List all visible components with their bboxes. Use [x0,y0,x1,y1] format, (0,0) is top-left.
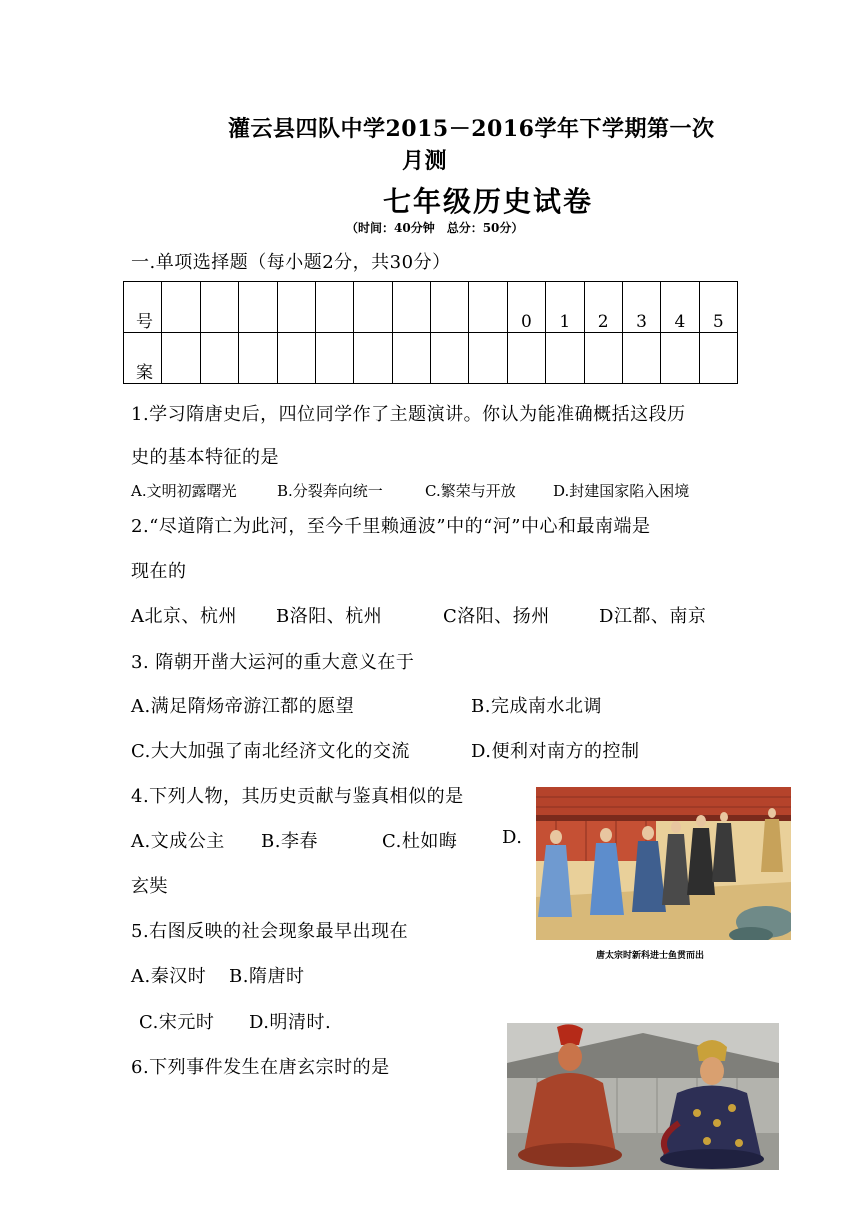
table-cell: 0 [507,282,545,333]
q2-option-d: D江都、南京 [599,606,707,627]
answer-table [123,281,738,384]
table-cell [200,282,238,333]
title-line-1: 灌云县四队中学2015－2016学年下学期第一次 [228,116,715,142]
q4-option-d-text: 玄奘 [131,876,168,897]
q5-option-d: D.明清时. [249,1012,332,1033]
answer-cell[interactable] [200,333,238,384]
answer-cell[interactable] [277,333,315,384]
figure-1-caption: 唐太宗时新科进士鱼贯而出 [596,951,705,961]
exam-info: （时间：40分钟 总分：50分） [346,221,524,235]
table-cell: 2 [584,282,622,333]
photo-seated-statues-image [507,1023,779,1170]
painting-scholars-image [536,787,791,940]
photo-seated-statues-icon [507,1023,779,1170]
q3-option-b: B.完成南水北调 [471,696,602,717]
answer-cell[interactable] [162,333,200,384]
q3-option-a: A.满足隋炀帝游江都的愿望 [131,696,355,717]
q4-option-d: D. [502,827,523,848]
answer-cell[interactable] [699,333,737,384]
q2-stem-line-2: 现在的 [131,561,187,582]
row-label-answer: 案 [124,333,162,384]
q4-option-b: B.李春 [261,831,318,852]
q5-option-a: A.秦汉时 [131,966,207,987]
table-cell: 5 [699,282,737,333]
q4-option-c: C.杜如晦 [382,831,458,852]
table-cell: 1 [546,282,584,333]
table-cell [162,282,200,333]
painting-scholars-icon [536,787,791,940]
answer-cell[interactable] [315,333,353,384]
answer-cell[interactable] [622,333,660,384]
table-row [124,282,738,333]
table-cell: 4 [661,282,699,333]
table-row [124,333,738,384]
title-line-2: 月测 [402,148,448,174]
exam-title: 七年级历史试卷 [383,185,594,218]
table-cell [354,282,392,333]
q4-option-a: A.文成公主 [131,831,225,852]
q5-option-b: B.隋唐时 [229,966,305,987]
answer-cell[interactable] [507,333,545,384]
q1-option-b: B.分裂奔向统一 [277,482,383,500]
q5-option-c: C.宋元时 [139,1012,215,1033]
q2-option-c: C洛阳、扬州 [443,606,550,627]
q3-stem: 3. 隋朝开凿大运河的重大意义在于 [131,652,415,673]
answer-cell[interactable] [354,333,392,384]
table-cell [469,282,507,333]
answer-cell[interactable] [431,333,469,384]
q1-option-c: C.繁荣与开放 [425,482,516,500]
table-cell: 3 [622,282,660,333]
q1-option-a: A.文明初露曙光 [131,482,237,500]
q3-option-d: D.便利对南方的控制 [471,741,640,762]
answer-cell[interactable] [546,333,584,384]
answer-cell[interactable] [239,333,277,384]
answer-cell[interactable] [661,333,699,384]
q2-stem-line-1: 2.“尽道隋亡为此河，至今千里赖通波”中的“河”中心和最南端是 [131,516,651,537]
q1-stem-line-1: 1.学习隋唐史后，四位同学作了主题演讲。你认为能准确概括这段历 [131,404,686,425]
table-cell [277,282,315,333]
answer-cell[interactable] [469,333,507,384]
answer-cell[interactable] [584,333,622,384]
answer-cell[interactable] [392,333,430,384]
row-label-number: 号 [124,282,162,333]
q5-stem: 5.右图反映的社会现象最早出现在 [131,921,409,942]
section-1-heading: 一.单项选择题（每小题2分，共30分） [131,252,451,273]
table-cell [431,282,469,333]
q1-option-d: D.封建国家陷入困境 [553,482,690,500]
q3-option-c: C.大大加强了南北经济文化的交流 [131,741,410,762]
q2-option-b: B洛阳、杭州 [276,606,383,627]
table-cell [315,282,353,333]
q6-stem: 6.下列事件发生在唐玄宗时的是 [131,1057,390,1078]
q4-stem: 4.下列人物，其历史贡献与鉴真相似的是 [131,786,464,807]
table-cell [239,282,277,333]
q1-stem-line-2: 史的基本特征的是 [131,447,279,468]
table-cell [392,282,430,333]
q2-option-a: A北京、杭州 [131,606,237,627]
